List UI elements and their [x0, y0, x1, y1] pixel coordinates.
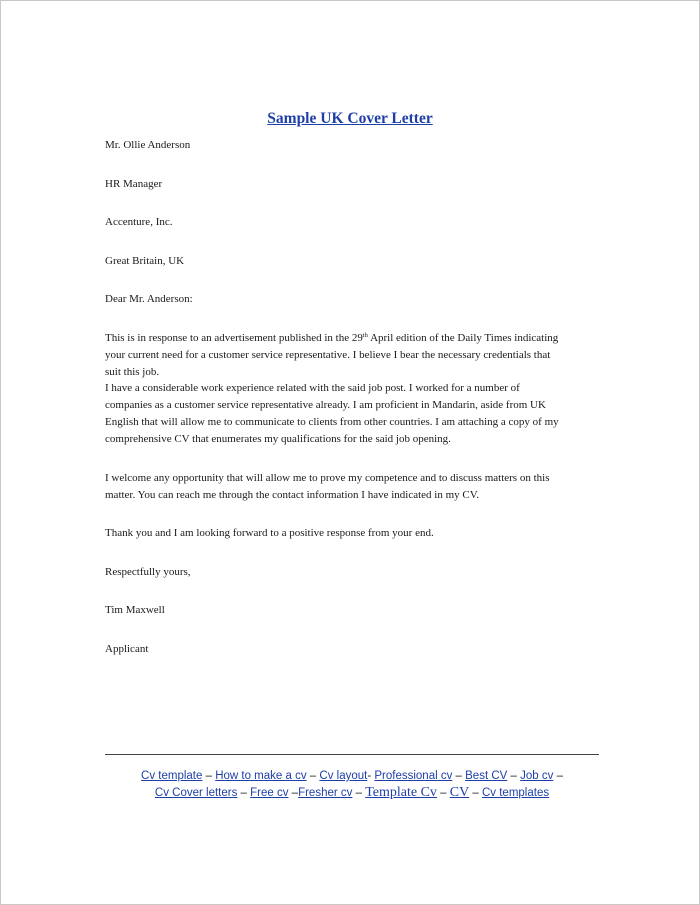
footer-links-row-2 [105, 785, 599, 801]
signature-title: Applicant [105, 643, 149, 655]
title-link[interactable]: Sample UK Cover Letter [267, 110, 433, 127]
paragraph-2-line-3: English that will allow me to communicate to clients from other countries. I am attaching a copy of my [105, 416, 559, 428]
paragraph-4: Thank you and I am looking forward to a positive response from your end. [105, 527, 434, 539]
footer-links-row-1 [105, 770, 599, 782]
salutation: Dear Mr. Anderson: [105, 293, 193, 305]
paragraph-2 [105, 380, 605, 448]
link-separator: – [288, 787, 299, 799]
footer-link-cv-layout[interactable]: Cv layout [319, 770, 368, 782]
footer-link-cv-templates[interactable]: Cv templates [481, 787, 550, 799]
footer-link-how-to-make-a-cv[interactable]: How to make a cv [215, 770, 307, 782]
closing: Respectfully yours, [105, 566, 191, 578]
paragraph-3-line-2: matter. You can reach me through the contact information I have indicated in my CV. [105, 489, 480, 501]
footer-link-professional-cv[interactable]: Professional cv [374, 770, 453, 782]
link-separator: – [452, 770, 466, 782]
recipient-location: Great Britain, UK [105, 255, 185, 267]
paragraph-3 [105, 470, 605, 504]
link-separator: – [306, 770, 320, 782]
paragraph-1-line-3: suit this job. [105, 366, 160, 378]
link-separator: – [507, 770, 521, 782]
footer-link-job-cv[interactable]: Job cv [520, 770, 554, 782]
recipient-company: Accenture, Inc. [105, 216, 173, 228]
paragraph-1-line-2: your current need for a customer service representative. I believe I bear the necessary credentials that [105, 349, 551, 361]
link-separator: – [469, 787, 482, 799]
footer-link-best-cv[interactable]: Best CV [465, 770, 508, 782]
paragraph-1 [105, 330, 605, 381]
link-separator: – [202, 770, 216, 782]
footer-link-cv[interactable]: CV [449, 785, 470, 800]
paragraph-2-line-4: comprehensive CV that enumerates my qualifications for the said job opening. [105, 433, 451, 445]
letter-title [1, 110, 699, 128]
footer-link-fresher-cv[interactable]: Fresher cv [298, 787, 353, 799]
footer-link-cv-cover-letters[interactable]: Cv Cover letters [154, 787, 238, 799]
footer-link-free-cv[interactable]: Free cv [250, 787, 289, 799]
link-separator: – [237, 787, 251, 799]
paragraph-2-line-2: companies as a customer service representative already. I am proficient in Mandarin, aside from UK [105, 399, 546, 411]
link-separator: – [436, 787, 450, 799]
paragraph-2-line-1: I have a considerable work experience related with the said job post. I worked for a number of [105, 382, 520, 394]
link-separator: – [553, 770, 563, 782]
recipient-name: Mr. Ollie Anderson [105, 139, 191, 151]
signature-name: Tim Maxwell [105, 604, 165, 616]
footer-divider [105, 754, 599, 755]
link-separator: - [367, 770, 375, 782]
footer-link-cv-template[interactable]: Cv template [141, 770, 203, 782]
paragraph-3-line-1: I welcome any opportunity that will allow me to prove my competence and to discuss matters on this [105, 472, 550, 484]
link-separator: – [352, 787, 366, 799]
recipient-position: HR Manager [105, 178, 163, 190]
footer-link-template-cv[interactable]: Template Cv [365, 785, 437, 800]
paragraph-1-line-1: This is in response to an advertisement published in the 29th April edition of the Daily Times indicating [105, 332, 559, 344]
